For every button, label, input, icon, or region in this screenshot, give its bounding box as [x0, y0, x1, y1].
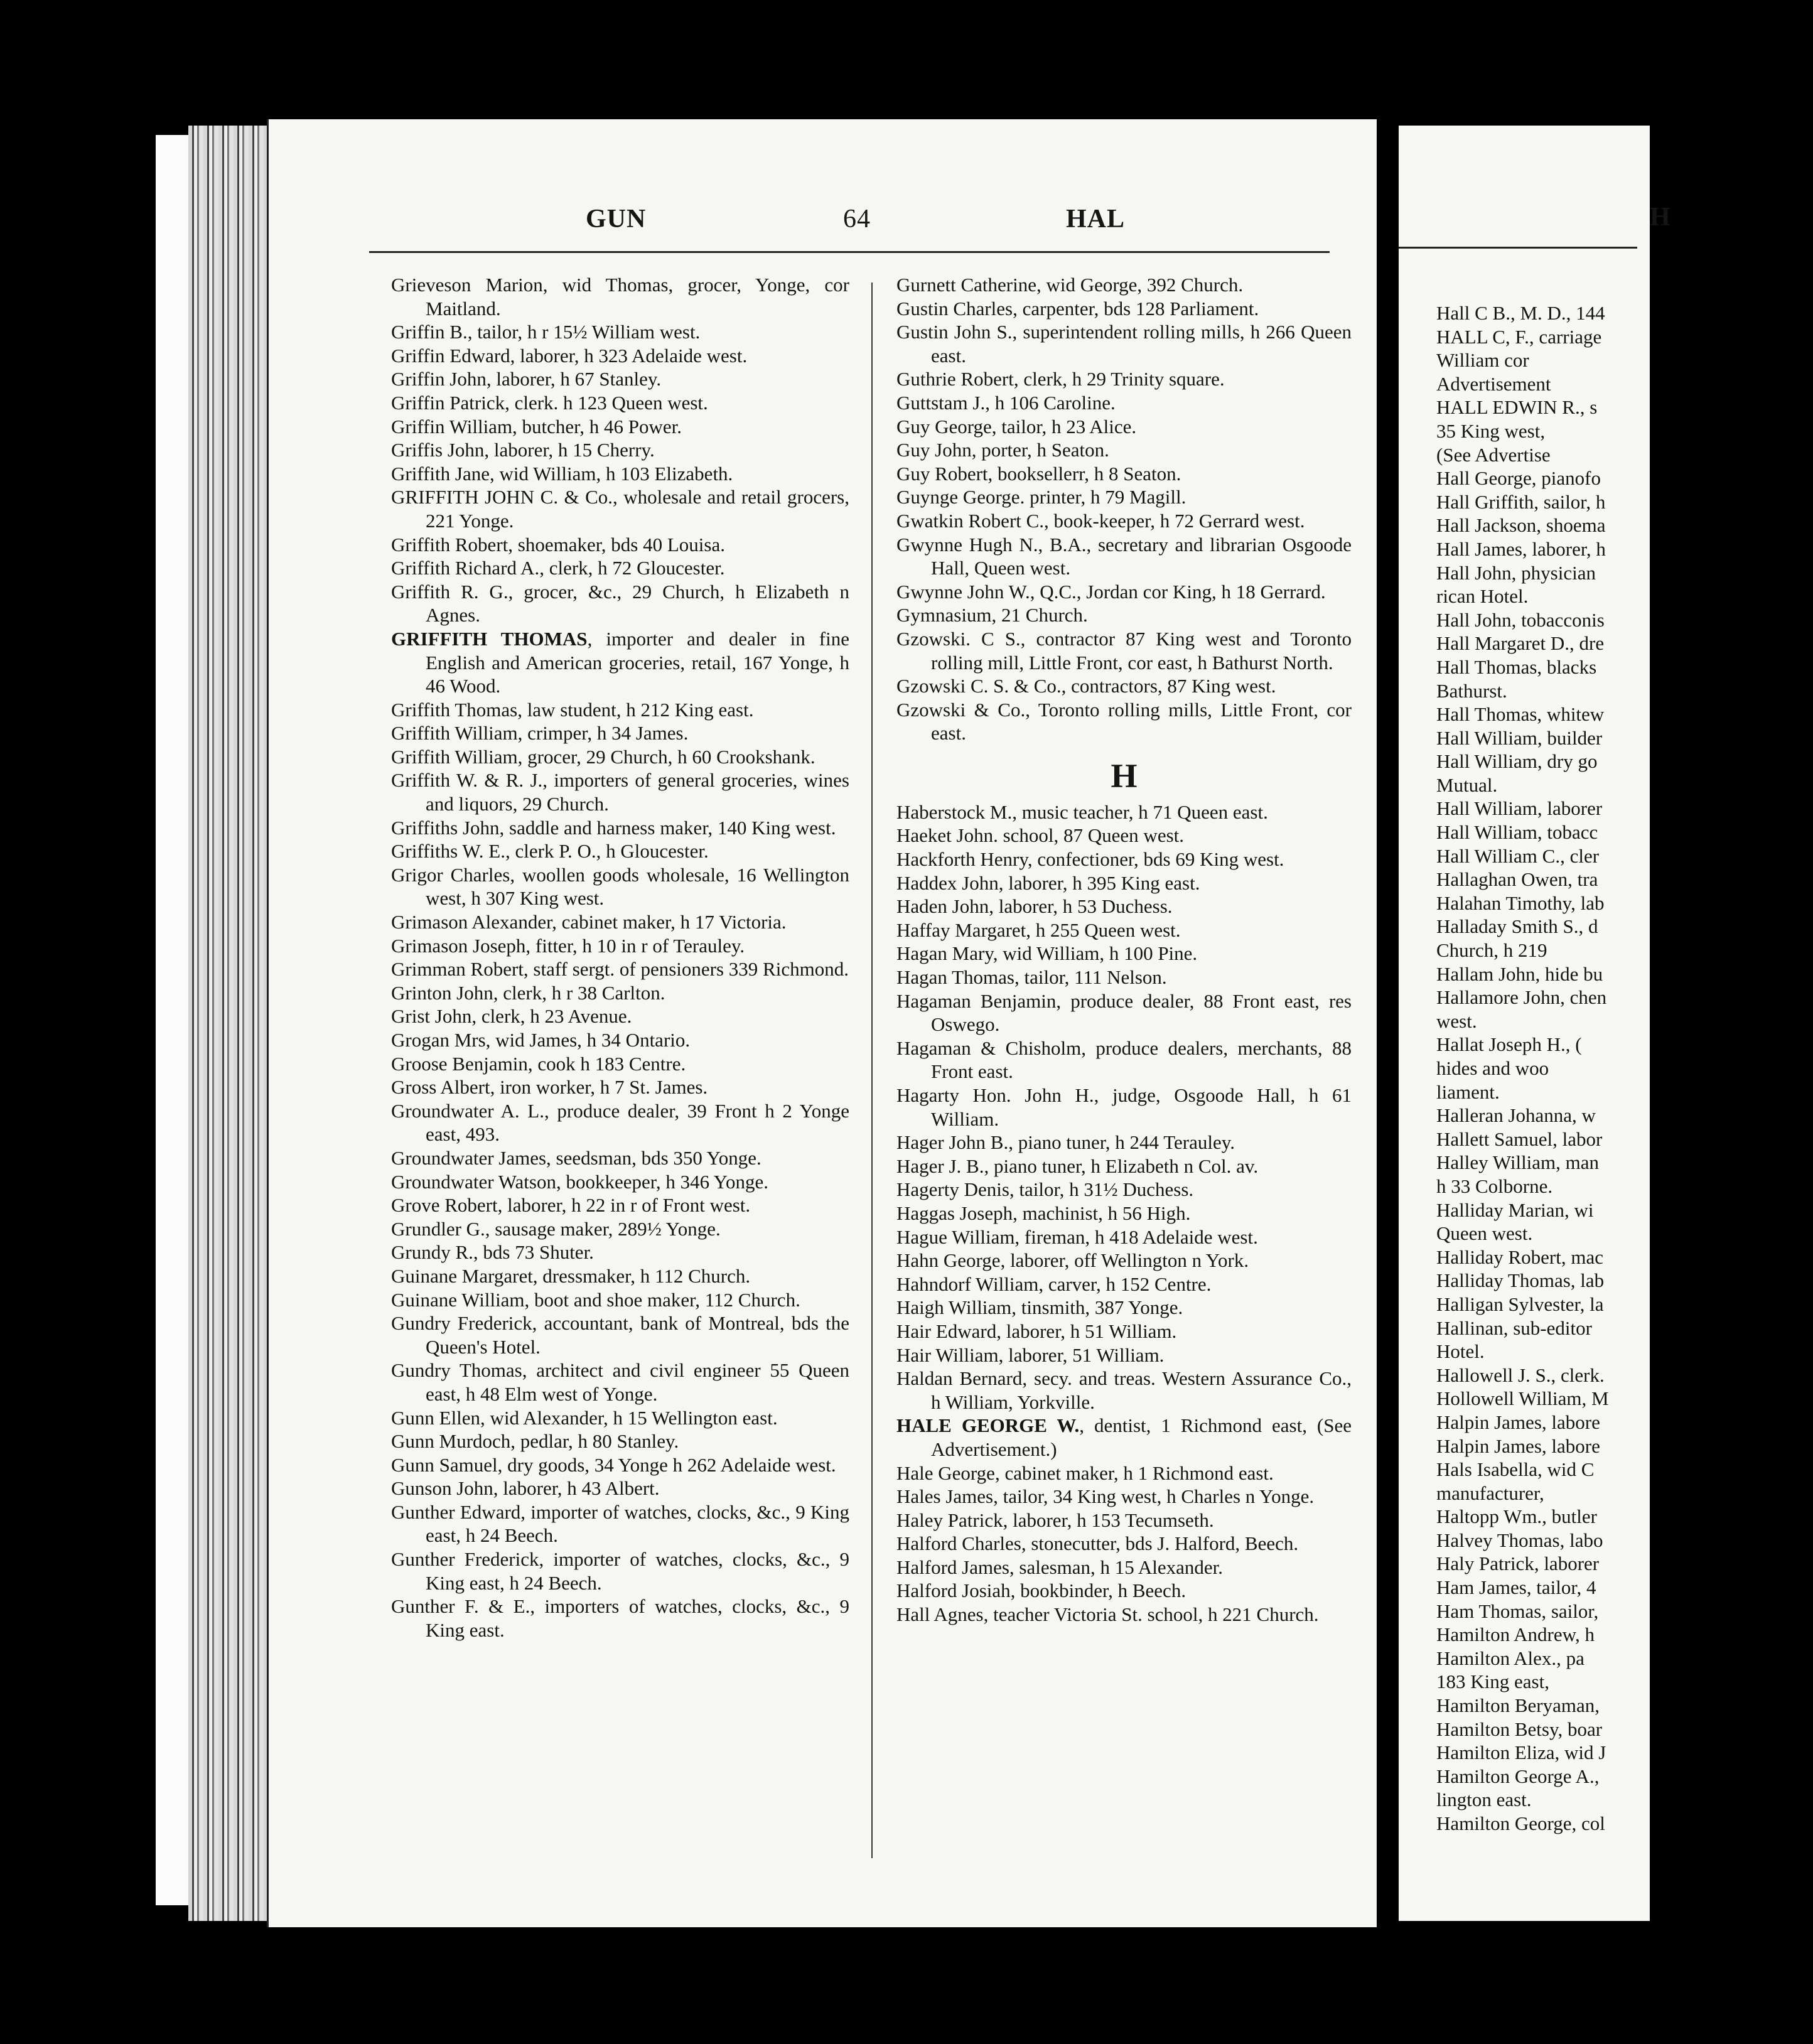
entry-caps-name: HALE GEORGE W.	[896, 1414, 1080, 1437]
next-page-fragment: Advertisement	[1436, 372, 1551, 395]
directory-entry: Haberstock M., music teacher, h 71 Queen east.	[896, 800, 1268, 823]
directory-entry: Grundy R., bds 73 Shuter.	[391, 1241, 594, 1264]
next-page-fragment: Hamilton Betsy, boar	[1436, 1718, 1603, 1740]
next-page-fragment: lington east.	[1436, 1788, 1532, 1811]
directory-entry: Guy Robert, booksellerr, h 8 Seaton.	[896, 462, 1181, 485]
next-page-fragment: Hall William, laborer	[1436, 797, 1603, 820]
directory-entry: Gzowski. C S., contractor 87 King west and Toronto rolling mill, Little Front, cor east, h Bathurst North.	[896, 627, 1352, 674]
header-rule	[369, 251, 1330, 253]
directory-entry: Hagan Mary, wid William, h 100 Pine.	[896, 942, 1198, 965]
directory-entry: Griffin Patrick, clerk. h 123 Queen west.	[391, 391, 708, 414]
directory-entry: Halford James, salesman, h 15 Alexander.	[896, 1556, 1223, 1578]
directory-page	[267, 119, 1377, 1927]
directory-entry: Haffay Margaret, h 255 Queen west.	[896, 918, 1181, 941]
next-page-fragment: William cor	[1436, 349, 1529, 372]
directory-entry: Griffin John, laborer, h 67 Stanley.	[391, 368, 662, 390]
next-page-fragment: Church, h 219	[1436, 939, 1547, 962]
next-page-fragment: Hallam John, hide bu	[1436, 962, 1603, 985]
directory-entry: Grundler G., sausage maker, 289½ Yonge.	[391, 1217, 721, 1240]
directory-entry: GRIFFITH THOMAS, importer and dealer in fine English and American groceries, retail, 167 Yonge, h 46 Wood.	[391, 627, 849, 697]
page-stack	[188, 126, 273, 1921]
next-page-fragment: Hamilton Beryaman,	[1436, 1694, 1600, 1717]
next-page-fragment: Hall William, builder	[1436, 726, 1603, 749]
directory-entry: Griffith W. & R. J., importers of general groceries, wines and liquors, 29 Church.	[391, 769, 849, 815]
next-page-fragment: Ham Thomas, sailor,	[1436, 1600, 1599, 1622]
next-page-fragment: Hall William, tobacc	[1436, 821, 1598, 844]
directory-entry: Hall Agnes, teacher Victoria St. school, h 221 Church.	[896, 1603, 1319, 1626]
directory-entry: HALE GEORGE W., dentist, 1 Richmond east, (See Advertisement.)	[896, 1414, 1352, 1460]
directory-entry: Griffiths John, saddle and harness maker, 140 King west.	[391, 816, 836, 839]
right-column-entries-top	[896, 273, 1352, 745]
header-right-word: HAL	[1066, 205, 1126, 234]
directory-entry: Grimason Joseph, fitter, h 10 in r of Terauley.	[391, 934, 745, 957]
column-divider	[871, 282, 873, 1858]
next-page-fragment: (See Advertise	[1436, 443, 1551, 466]
directory-entry: Hague William, fireman, h 418 Adelaide west.	[896, 1225, 1258, 1248]
next-page-fragment: Haltopp Wm., butler	[1436, 1505, 1597, 1528]
directory-entry: Hair Edward, laborer, h 51 William.	[896, 1320, 1177, 1342]
next-page-fragment: Hall C B., M. D., 144	[1436, 302, 1605, 324]
next-page-fragment: Halahan Timothy, lab	[1436, 891, 1605, 914]
next-page-fragment: Hall James, laborer, h	[1436, 537, 1606, 560]
next-page-fragment: Hamilton George A.,	[1436, 1765, 1600, 1787]
directory-entry: Haggas Joseph, machinist, h 56 High.	[896, 1202, 1191, 1224]
next-page-fragment: Hall William, dry go	[1436, 750, 1598, 773]
directory-entry: Griffith Richard A., clerk, h 72 Gloucester.	[391, 557, 725, 579]
directory-entry: Griffith Thomas, law student, h 212 King east.	[391, 698, 754, 721]
next-page-fragment: Hall Jackson, shoema	[1436, 514, 1606, 537]
directory-entry: Gunn Ellen, wid Alexander, h 15 Wellington east.	[391, 1406, 778, 1429]
directory-entry: Hagarty Hon. John H., judge, Osgoode Hall, h 61 William.	[896, 1084, 1352, 1130]
directory-entry: Griffith Robert, shoemaker, bds 40 Louisa.	[391, 533, 725, 556]
directory-entry: Gwynne Hugh N., B.A., secretary and librarian Osgoode Hall, Queen west.	[896, 533, 1352, 579]
right-column	[896, 273, 1352, 1627]
directory-entry: Griffith William, crimper, h 34 James.	[391, 722, 689, 745]
next-page-fragment: Haly Patrick, laborer	[1436, 1552, 1600, 1575]
running-head	[269, 204, 1377, 254]
directory-entry: Gwynne John W., Q.C., Jordan cor King, h 18 Gerrard.	[896, 580, 1326, 603]
next-page	[1399, 126, 1670, 1921]
next-page-fragment: liament.	[1436, 1080, 1500, 1103]
directory-entry: Haden John, laborer, h 53 Duchess.	[896, 895, 1173, 918]
directory-entry: Hackforth Henry, confectioner, bds 69 King west.	[896, 848, 1284, 871]
directory-entry: Guthrie Robert, clerk, h 29 Trinity square.	[896, 368, 1225, 390]
directory-entry: Hager J. B., piano tuner, h Elizabeth n Col. av.	[896, 1154, 1259, 1177]
next-page-header: H	[1650, 203, 1670, 232]
directory-entry: Gwatkin Robert C., book-keeper, h 72 Gerrard west.	[896, 509, 1305, 532]
next-page-fragment: Hotel.	[1436, 1340, 1485, 1363]
next-page-fragment: Hallinan, sub-editor	[1436, 1316, 1592, 1339]
directory-entry: Groundwater A. L., produce dealer, 39 Front h 2 Yonge east, 493.	[391, 1099, 849, 1146]
next-page-fragment: Hall John, tobacconis	[1436, 608, 1605, 631]
directory-entry: Guy John, porter, h Seaton.	[896, 439, 1109, 461]
next-page-fragment: Hallamore John, chen	[1436, 986, 1607, 1009]
directory-entry: Hale George, cabinet maker, h 1 Richmond east.	[896, 1461, 1274, 1484]
next-page-fragment: HALL EDWIN R., s	[1436, 396, 1598, 419]
directory-entry: Haldan Bernard, secy. and treas. Western Assurance Co., h William, Yorkville.	[896, 1367, 1352, 1413]
next-page-fragment: 35 King west,	[1436, 419, 1546, 442]
directory-entry: Gunson John, laborer, h 43 Albert.	[391, 1477, 660, 1500]
left-column	[391, 273, 849, 1642]
directory-entry: Hahn George, laborer, off Wellington n York.	[896, 1249, 1249, 1272]
directory-entry: Gustin Charles, carpenter, bds 128 Parliament.	[896, 297, 1259, 320]
directory-entry: Griffiths W. E., clerk P. O., h Gloucester.	[391, 840, 709, 863]
directory-entry: Gunn Murdoch, pedlar, h 80 Stanley.	[391, 1430, 679, 1453]
directory-entry: Griffin Edward, laborer, h 323 Adelaide west.	[391, 344, 748, 367]
next-page-fragment: Halladay Smith S., d	[1436, 915, 1598, 938]
directory-entry: Griffith Jane, wid William, h 103 Elizabeth.	[391, 462, 733, 485]
directory-entry: Gunn Samuel, dry goods, 34 Yonge h 262 Adelaide west.	[391, 1453, 836, 1476]
next-page-fragment: Halpin James, labore	[1436, 1411, 1600, 1433]
next-page-column	[1436, 301, 1813, 1836]
next-page-fragment: Halvey Thomas, labo	[1436, 1529, 1603, 1551]
directory-entry: Guinane William, boot and shoe maker, 112 Church.	[391, 1288, 800, 1311]
section-letter: H	[1111, 756, 1138, 795]
directory-entry: Haley Patrick, laborer, h 153 Tecumseth.	[896, 1509, 1214, 1531]
next-page-fragment: Hall Margaret D., dre	[1436, 632, 1605, 655]
directory-entry: Gundry Frederick, accountant, bank of Montreal, bds the Queen's Hotel.	[391, 1312, 849, 1358]
next-page-fragment: Halliday Marian, wi	[1436, 1198, 1594, 1221]
directory-entry: Gunther F. & E., importers of watches, clocks, &c., 9 King east.	[391, 1595, 849, 1641]
next-page-fragment: Halligan Sylvester, la	[1436, 1293, 1604, 1315]
next-page-fragment: Hall Thomas, blacks	[1436, 655, 1597, 678]
next-page-fragment: Halleran Johanna, w	[1436, 1104, 1596, 1127]
next-page-fragment: hides and woo	[1436, 1057, 1549, 1079]
directory-entry: Grieveson Marion, wid Thomas, grocer, Yonge, cor Maitland.	[391, 274, 849, 320]
directory-entry: Grigor Charles, woollen goods wholesale, 16 Wellington west, h 307 King west.	[391, 863, 849, 910]
directory-entry: Grove Robert, laborer, h 22 in r of Front west.	[391, 1194, 751, 1217]
next-page-fragment: rican Hotel.	[1436, 585, 1529, 608]
directory-entry: Haeket John. school, 87 Queen west.	[896, 824, 1185, 847]
directory-entry: Hair William, laborer, 51 William.	[896, 1343, 1165, 1366]
directory-entry: Gzowski & Co., Toronto rolling mills, Little Front, cor east.	[896, 698, 1352, 745]
header-left-word: GUN	[586, 205, 647, 234]
directory-entry: Groose Benjamin, cook h 183 Centre.	[391, 1052, 686, 1075]
directory-entry: Gzowski C. S. & Co., contractors, 87 King west.	[896, 675, 1276, 697]
directory-entry: Gunther Frederick, importer of watches, clocks, &c., 9 King east, h 24 Beech.	[391, 1548, 849, 1594]
directory-entry: Haddex John, laborer, h 395 King east.	[896, 871, 1200, 894]
directory-entry: Hager John B., piano tuner, h 244 Terauley.	[896, 1131, 1235, 1154]
directory-entry: Guttstam J., h 106 Caroline.	[896, 391, 1116, 414]
directory-entry: Grogan Mrs, wid James, h 34 Ontario.	[391, 1029, 691, 1051]
next-page-fragment: h 33 Colborne.	[1436, 1175, 1553, 1197]
directory-entry: Gross Albert, iron worker, h 7 St. James.	[391, 1076, 708, 1099]
next-page-fragment: Hall Griffith, sailor, h	[1436, 490, 1606, 513]
next-page-fragment: Hamilton Alex., pa	[1436, 1647, 1584, 1669]
next-page-fragment: Hallaghan Owen, tra	[1436, 868, 1598, 891]
directory-entry: Guinane Margaret, dressmaker, h 112 Church.	[391, 1264, 751, 1287]
next-page-fragment: Hallett Samuel, labor	[1436, 1127, 1603, 1150]
next-page-fragment: west.	[1436, 1009, 1477, 1032]
directory-entry: Griffith William, grocer, 29 Church, h 60 Crookshank.	[391, 745, 815, 768]
next-page-fragment: Hollowell William, M	[1436, 1387, 1609, 1410]
directory-entry: Griffin William, butcher, h 46 Power.	[391, 415, 682, 438]
directory-entry: Griffis John, laborer, h 15 Cherry.	[391, 439, 655, 461]
directory-entry: Hagan Thomas, tailor, 111 Nelson.	[896, 966, 1167, 989]
next-page-fragment: Ham James, tailor, 4	[1436, 1576, 1596, 1599]
next-page-fragment: Hallat Joseph H., (	[1436, 1033, 1582, 1056]
next-page-fragment: Halliday Thomas, lab	[1436, 1269, 1605, 1292]
directory-entry: Halford Josiah, bookbinder, h Beech.	[896, 1579, 1186, 1602]
directory-entry: GRIFFITH JOHN C. & Co., wholesale and retail grocers, 221 Yonge.	[391, 486, 849, 532]
directory-entry: Griffin B., tailor, h r 15½ William west.	[391, 321, 701, 343]
next-page-fragment: Mutual.	[1436, 773, 1498, 796]
right-column-entries-bottom	[896, 800, 1352, 1627]
directory-entry: Groundwater Watson, bookkeeper, h 346 Yonge.	[391, 1170, 768, 1193]
next-page-fragment: Halliday Robert, mac	[1436, 1245, 1603, 1268]
directory-entry: Guy George, tailor, h 23 Alice.	[896, 415, 1137, 438]
directory-entry: Griffith R. G., grocer, &c., 29 Church, h Elizabeth n Agnes.	[391, 580, 849, 627]
directory-entry: Hagerty Denis, tailor, h 31½ Duchess.	[896, 1178, 1194, 1201]
next-page-fragment: Hamilton George, col	[1436, 1812, 1605, 1834]
directory-entry: Hagaman Benjamin, produce dealer, 88 Front east, res Oswego.	[896, 989, 1352, 1036]
directory-entry: Hahndorf William, carver, h 152 Centre.	[896, 1272, 1212, 1295]
next-page-fragment: Hall George, pianofo	[1436, 467, 1601, 490]
directory-entry: Gustin John S., superintendent rolling mills, h 266 Queen east.	[896, 321, 1352, 367]
directory-entry: Gymnasium, 21 Church.	[896, 604, 1088, 627]
directory-entry: Guynge George. printer, h 79 Magill.	[896, 486, 1186, 508]
next-page-fragment: Halley William, man	[1436, 1151, 1600, 1174]
directory-entry: Gunther Edward, importer of watches, clocks, &c., 9 King east, h 24 Beech.	[391, 1500, 849, 1547]
next-page-rule	[1399, 247, 1637, 249]
next-page-fragment: HALL C, F., carriage	[1436, 325, 1602, 348]
next-page-fragment: Hamilton Andrew, h	[1436, 1623, 1595, 1646]
next-page-fragment: Hals Isabella, wid C	[1436, 1458, 1595, 1481]
directory-entry: Grist John, clerk, h 23 Avenue.	[391, 1005, 632, 1028]
next-page-fragment: Queen west.	[1436, 1222, 1533, 1245]
next-page-fragment: manufacturer,	[1436, 1482, 1544, 1504]
directory-entry: Hales James, tailor, 34 King west, h Charles n Yonge.	[896, 1485, 1315, 1508]
directory-entry: Gurnett Catherine, wid George, 392 Church.	[896, 274, 1244, 296]
directory-entry: Halford Charles, stonecutter, bds J. Halford, Beech.	[896, 1532, 1299, 1555]
directory-entry: Grimason Alexander, cabinet maker, h 17 Victoria.	[391, 911, 787, 933]
next-page-fragment: Hall William C., cler	[1436, 844, 1600, 867]
page-number: 64	[843, 205, 871, 234]
directory-entry: Hagaman & Chisholm, produce dealers, merchants, 88 Front east.	[896, 1036, 1352, 1083]
entry-caps-name: GRIFFITH THOMAS	[391, 627, 588, 650]
next-page-fragment: Hall Thomas, whitew	[1436, 703, 1605, 726]
next-page-fragment: Hall John, physician	[1436, 561, 1596, 584]
directory-entry: Gundry Thomas, architect and civil engineer 55 Queen east, h 48 Elm west of Yonge.	[391, 1359, 849, 1405]
next-page-fragment: Hallowell J. S., clerk.	[1436, 1364, 1605, 1386]
directory-entry: Groundwater James, seedsman, bds 350 Yonge.	[391, 1146, 761, 1169]
next-page-fragment: Halpin James, labore	[1436, 1434, 1600, 1457]
next-page-fragment: 183 King east,	[1436, 1670, 1549, 1693]
directory-entry: Grinton John, clerk, h r 38 Carlton.	[391, 981, 665, 1004]
directory-entry: Grimman Robert, staff sergt. of pensioners 339 Richmond.	[391, 958, 849, 981]
next-page-fragment: Bathurst.	[1436, 679, 1507, 702]
directory-entry: Haigh William, tinsmith, 387 Yonge.	[896, 1296, 1183, 1319]
next-page-fragment: Hamilton Eliza, wid J	[1436, 1741, 1606, 1764]
